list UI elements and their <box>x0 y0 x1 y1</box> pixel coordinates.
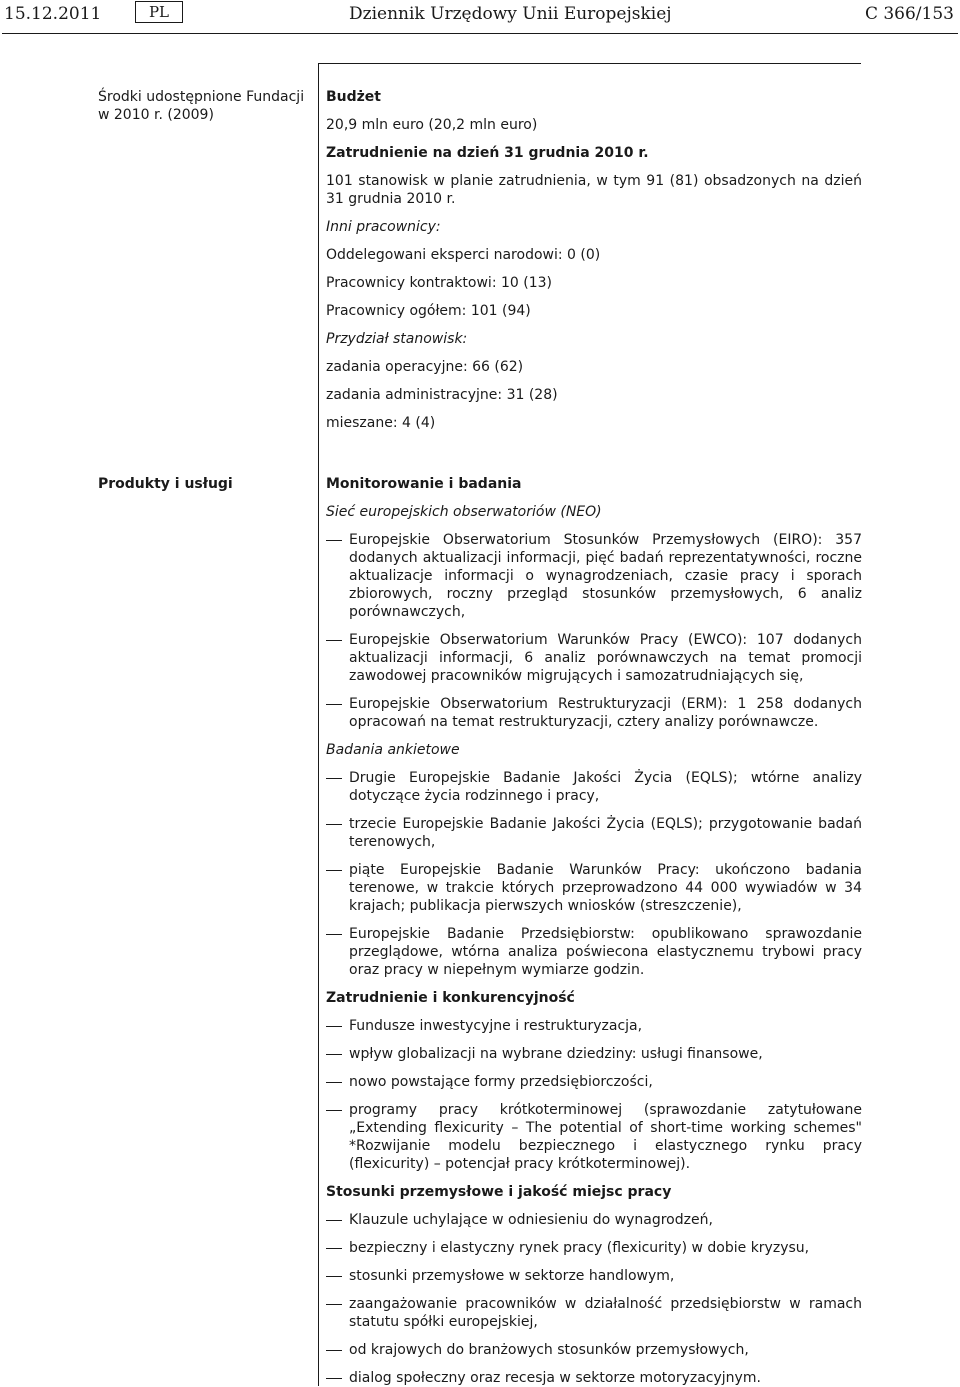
list-item: nowo powstające formy przedsiębiorczości, <box>326 1073 862 1091</box>
column-divider <box>318 63 319 1386</box>
contract-staff: Pracownicy kontraktowi: 10 (13) <box>326 275 552 291</box>
resources-content <box>326 88 862 432</box>
list-item: wpływ globalizacji na wybrane dziedziny: usługi finansowe, <box>326 1045 862 1063</box>
resources-label: Środki udostępnione Fundacji w 2010 r. (2009) <box>98 89 305 123</box>
list-item: programy pracy krótkoterminowej (sprawozdanie zatytułowane „Extending flexicurity – The potential of short-time working schemes" *Rozwijanie modelu bezpiecznego i elastycznego rynku pracy (flexicurity) – potencjał pracy krótkoterminowej). <box>326 1101 862 1173</box>
seconded-experts: Oddelegowani eksperci narodowi: 0 (0) <box>326 247 601 263</box>
posts-text: 101 stanowisk w planie zatrudnienia, w tym 91 (81) obsadzonych na dzień 31 grudnia 2010 r. <box>326 173 862 207</box>
administrative-tasks: zadania administracyjne: 31 (28) <box>326 387 558 403</box>
list-item: Drugie Europejskie Badanie Jakości Życia (EQLS); wtórne analizy dotyczące życia rodzinnego i pracy, <box>326 769 862 805</box>
list-item: Klauzule uchylające w odniesieniu do wynagrodzeń, <box>326 1211 862 1229</box>
surveys-list <box>326 769 862 979</box>
employment-list <box>326 1017 862 1173</box>
list-item: Europejskie Badanie Przedsiębiorstw: opublikowano sprawozdanie przeglądowe, wtórna analiza poświecona elastycznemu trybowi pracy oraz pracy w niepełnym wymiarze godzin. <box>326 925 862 979</box>
surveys-title: Badania ankietowe <box>326 742 460 758</box>
header-rule <box>2 33 958 34</box>
industrial-list <box>326 1211 862 1387</box>
journal-title: Dziennik Urzędowy Unii Europejskiej <box>349 4 672 24</box>
list-item: od krajowych do branżowych stosunków przemysłowych, <box>326 1341 862 1359</box>
products-label: Produkty i usługi <box>98 476 233 492</box>
page-reference: C 366/153 <box>864 4 954 24</box>
monitoring-title: Monitorowanie i badania <box>326 476 522 492</box>
total-staff: Pracownicy ogółem: 101 (94) <box>326 303 531 319</box>
budget-value: 20,9 mln euro (20,2 mln euro) <box>326 117 538 133</box>
mixed-tasks: mieszane: 4 (4) <box>326 415 436 431</box>
publication-date: 15.12.2011 <box>4 4 102 24</box>
other-staff-title: Inni pracownicy: <box>326 219 441 235</box>
page-header <box>0 0 960 34</box>
budget-title: Budżet <box>326 89 381 105</box>
products-content <box>326 475 862 1387</box>
list-item: Europejskie Obserwatorium Stosunków Przemysłowych (EIRO): 357 dodanych aktualizacji informacji, pięć badań reprezentatywności, roczne aktualizacje informacji o wynagrodzeniach, czasie pracy i sporach zbiorowych, roczny przegląd stosunków przemysłowych, 6 analiz porównawczych, <box>326 531 862 621</box>
list-item: piąte Europejskie Badanie Warunków Pracy: ukończono badania terenowe, w trakcie których przeprowadzono 44 000 wywiadów w 34 krajach; publikacja pierwszych wniosków (streszczenie), <box>326 861 862 915</box>
operational-tasks: zadania operacyjne: 66 (62) <box>326 359 524 375</box>
list-item: stosunki przemysłowe w sektorze handlowym, <box>326 1267 862 1285</box>
list-item: Europejskie Obserwatorium Warunków Pracy (EWCO): 107 dodanych aktualizacji informacji, 6 analiz porównawczych na temat promocji zawodowej pracowników migrujących i samozatrudniających się, <box>326 631 862 685</box>
neo-list <box>326 531 862 731</box>
allocation-title: Przydział stanowisk: <box>326 331 468 347</box>
list-item: bezpieczny i elastyczny rynek pracy (flexicurity) w dobie kryzysu, <box>326 1239 862 1257</box>
neo-title: Sieć europejskich obserwatoriów (NEO) <box>326 504 602 520</box>
employment-competitiveness-title: Zatrudnienie i konkurencyjność <box>326 990 575 1006</box>
employment-date-title: Zatrudnienie na dzień 31 grudnia 2010 r. <box>326 145 649 161</box>
list-item: zaangażowanie pracowników w działalność przedsiębiorstw w ramach statutu spółki europejskiej, <box>326 1295 862 1331</box>
list-item: Europejskie Obserwatorium Restrukturyzacji (ERM): 1 258 dodanych opracowań na temat restrukturyzacji, cztery analizy porównawcze. <box>326 695 862 731</box>
list-item: Fundusze inwestycyjne i restrukturyzacja, <box>326 1017 862 1035</box>
list-item: dialog społeczny oraz recesja w sektorze motoryzacyjnym. <box>326 1369 862 1387</box>
industrial-relations-title: Stosunki przemysłowe i jakość miejsc pracy <box>326 1184 672 1200</box>
table-top-rule <box>318 63 861 64</box>
language-badge: PL <box>135 1 183 23</box>
list-item: trzecie Europejskie Badanie Jakości Życia (EQLS); przygotowanie badań terenowych, <box>326 815 862 851</box>
